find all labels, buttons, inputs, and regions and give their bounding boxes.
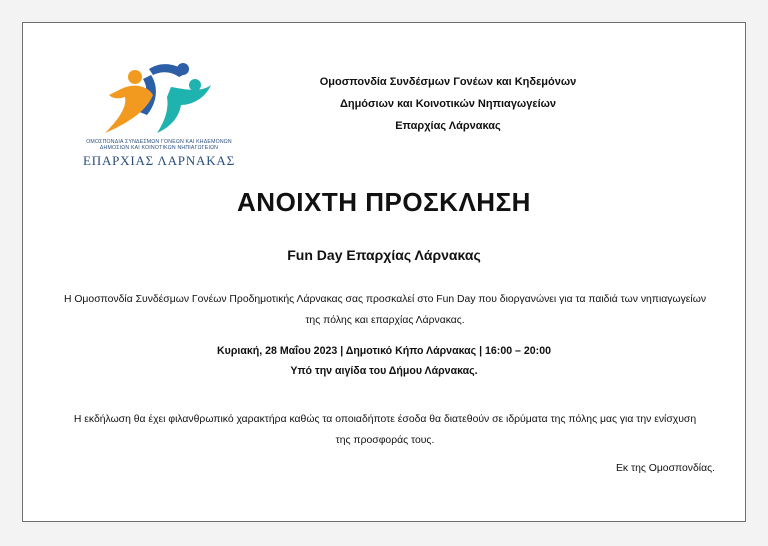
intro-paragraph — [43, 289, 727, 331]
charity-paragraph — [43, 409, 727, 451]
event-auspices: Υπό την αιγίδα του Δήμου Λάρνακας. — [290, 365, 478, 377]
event-details: Κυριακή, 28 Μαΐου 2023 | Δημοτικό Κήπο Λάρνακας | 16:00 – 20:00 — [217, 345, 551, 357]
federation-logo — [71, 59, 247, 171]
signature: Εκ της Ομοσπονδίας. — [615, 463, 715, 474]
organization-header — [273, 71, 623, 137]
logo-subtext — [71, 139, 247, 151]
charity-line-1: Η εκδήλωση θα έχει φιλανθρωπικό χαρακτήρα καθώς τα οποιαδήποτε έσοδα θα διατεθούν σε ιδρύματα της πόλης μας για την ενίσχυση — [73, 414, 697, 425]
intro-line-1: Η Ομοσπονδία Συνδέσμων Γονέων Προδημοτικής Λάρνακας σας προσκαλεί στο Fun Day που διοργανώνει για τα παιδιά των νηπιαγωγείων — [63, 294, 707, 305]
page-title: ΑΝΟΙΧΤΗ ΠΡΟΣΚΛΗΣΗ — [237, 187, 531, 217]
org-line-2: Δημόσιων και Κοινοτικών Νηπιαγωγείων — [339, 98, 557, 110]
charity-line-2: της προσφοράς τους. — [335, 435, 435, 446]
logo-subtext-line2: ΔΗΜΟΣΙΩΝ ΚΑΙ ΚΟΙΝΟΤΙΚΩΝ ΝΗΠΙΑΓΩΓΕΙΩΝ — [99, 145, 219, 151]
logo-region: ΕΠΑΡΧΙΑΣ ΛΑΡΝΑΚΑΣ — [83, 153, 235, 168]
org-line-1: Ομοσπονδία Συνδέσμων Γονέων και Κηδεμόνων — [319, 76, 577, 88]
invitation-page — [22, 22, 746, 522]
event-subtitle: Fun Day Επαρχίας Λάρνακας — [287, 247, 481, 263]
logo-figures-icon — [91, 59, 227, 139]
org-line-3: Επαρχίας Λάρνακας — [395, 120, 501, 132]
intro-line-2: της πόλης και επαρχίας Λάρνακας. — [305, 315, 465, 326]
logo-subtext-line1: ΟΜΟΣΠΟΝΔΙΑ ΣΥΝΔΕΣΜΩΝ ΓΟΝΕΩΝ ΚΑΙ ΚΗΔΕΜΟΝΩΝ — [86, 139, 232, 145]
